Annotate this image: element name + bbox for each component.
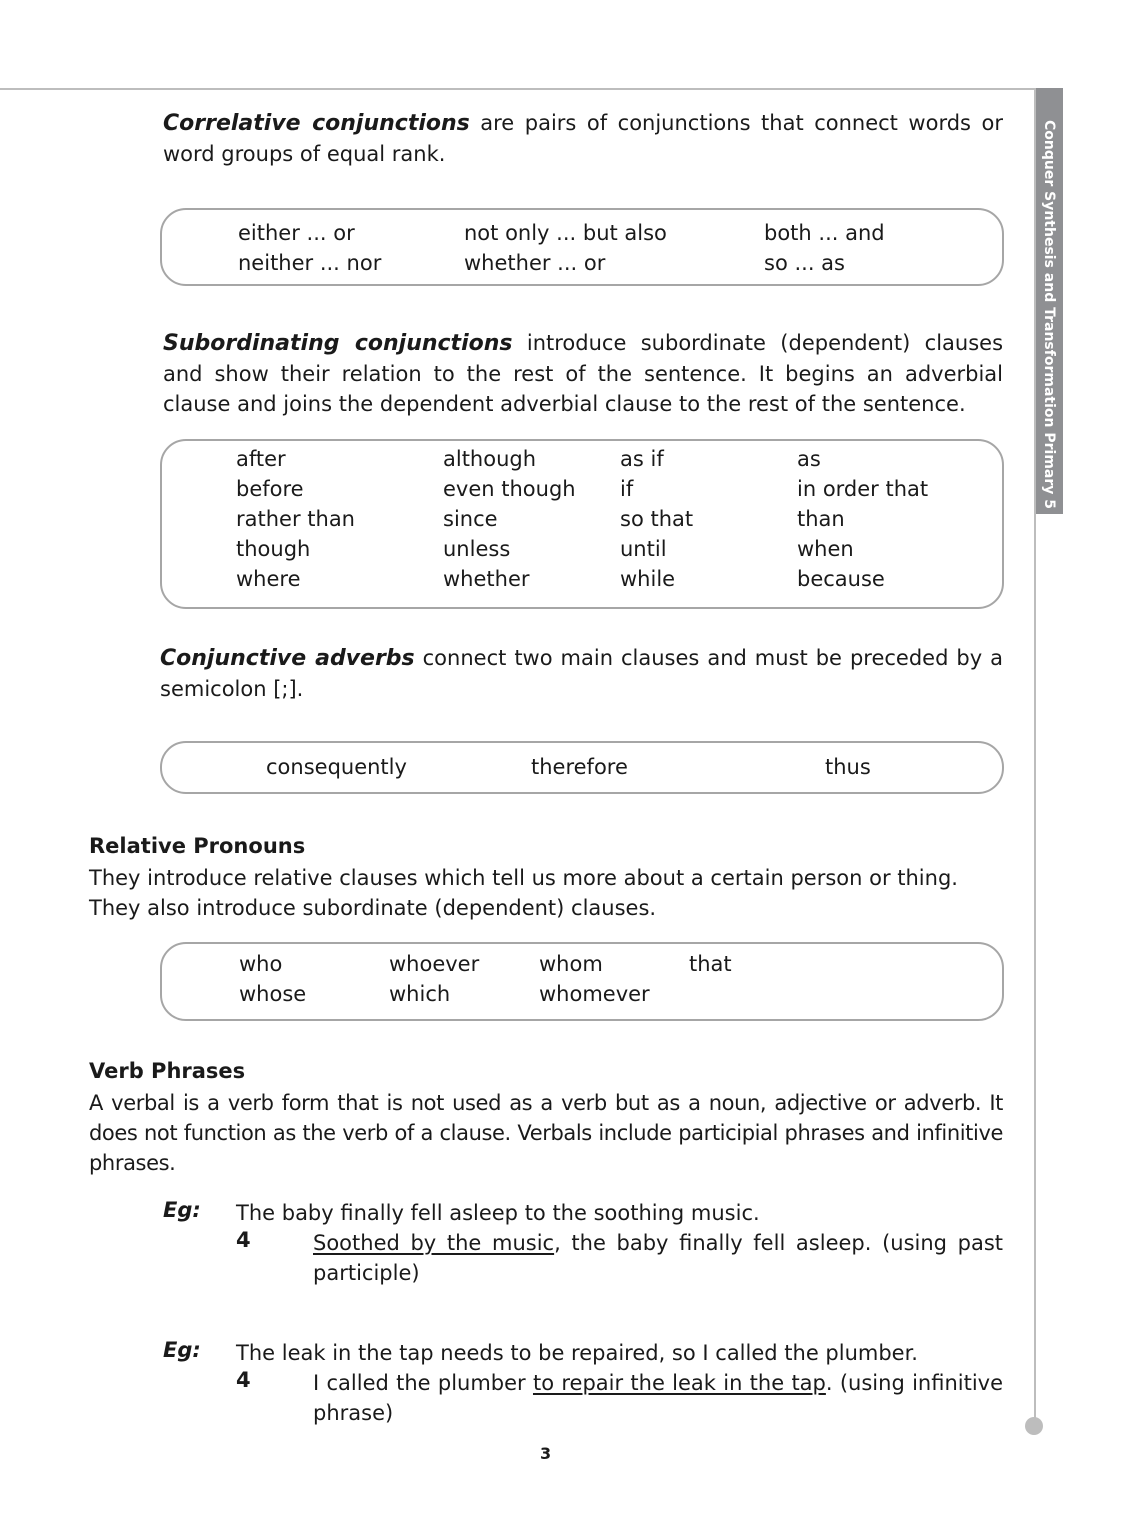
relative-word: who (239, 952, 283, 976)
top-rule (0, 88, 1036, 90)
subordinating-word: where (236, 567, 301, 591)
conjunctive-box (160, 741, 1004, 794)
example-sentence: The leak in the tap needs to be repaired, so I called the plumber. (236, 1341, 918, 1365)
relative-word: which (389, 982, 451, 1006)
answer-rest: , the baby finally fell asleep. (using past participle) (313, 1231, 1004, 1285)
subordinating-word: before (236, 477, 304, 501)
conjunctive-word: consequently (266, 755, 407, 779)
subordinating-word: whether (443, 567, 530, 591)
subordinating-word: as (797, 447, 821, 471)
relative-line-2: They also introduce subordinate (dependent) clauses. (89, 896, 657, 920)
relative-word: that (689, 952, 732, 976)
conjunctive-paragraph (160, 643, 1003, 704)
relative-heading: Relative Pronouns (89, 834, 306, 858)
page-number: 3 (540, 1444, 552, 1463)
subordinating-word: so that (620, 507, 694, 531)
relative-word: whom (539, 952, 603, 976)
relative-word: whose (239, 982, 307, 1006)
correlative-word: neither ... nor (238, 251, 382, 275)
subordinating-word: since (443, 507, 498, 531)
correlative-word: not only ... but also (464, 221, 667, 245)
side-dot (1025, 1417, 1043, 1435)
subordinating-box (160, 439, 1004, 609)
relative-word: whoever (389, 952, 480, 976)
correlative-term: Correlative conjunctions (163, 111, 470, 136)
correlative-word: either ... or (238, 221, 355, 245)
subordinating-word: because (797, 567, 885, 591)
subordinating-word: as if (620, 447, 664, 471)
correlative-text: are pairs of conjunctions that connect words or word groups of equal rank. (163, 111, 1003, 166)
answer-start: I called the plumber (313, 1371, 533, 1395)
correlative-word: whether ... or (464, 251, 606, 275)
relative-box (160, 942, 1004, 1021)
conjunctive-text: connect two main clauses and must be preceded by a semicolon [;]. (160, 646, 1003, 701)
side-tab-label: Conquer Synthesis and Transformation Primary 5 (1041, 120, 1057, 510)
subordinating-word: until (620, 537, 667, 561)
subordinating-word: though (236, 537, 311, 561)
verb-heading: Verb Phrases (89, 1059, 246, 1083)
subordinating-paragraph (163, 328, 1003, 419)
example-answer (313, 1368, 1003, 1428)
relative-line-1: They introduce relative clauses which tell us more about a certain person or thing. (89, 866, 958, 890)
verb-paragraph: A verbal is a verb form that is not used as a verb but as a noun, adjective or adverb. It does not function as the verb of a clause. Verbals include participial phrases and infinitive phrases. (89, 1091, 1003, 1175)
subordinating-word: in order that (797, 477, 929, 501)
underlined-phrase: to repair the leak in the tap (532, 1371, 826, 1395)
correlative-paragraph (163, 108, 1003, 169)
subordinating-term: Subordinating conjunctions (163, 331, 513, 356)
example-number: 4 (236, 1228, 251, 1252)
correlative-word: both ... and (764, 221, 885, 245)
subordinating-word: after (236, 447, 286, 471)
subordinating-text: introduce subordinate (dependent) clauses and show their relation to the rest of the sentence. It begins an adverbial clause and joins the dependent adverbial clause to the rest of the sentence. (163, 331, 1004, 416)
underlined-phrase: Soothed by the music (313, 1231, 555, 1255)
conjunctive-word: therefore (531, 755, 628, 779)
subordinating-word: than (797, 507, 845, 531)
example-label: Eg: (163, 1198, 201, 1222)
example-sentence: The baby finally fell asleep to the soothing music. (236, 1201, 760, 1225)
correlative-box (160, 208, 1004, 286)
subordinating-word: unless (443, 537, 511, 561)
example-number: 4 (236, 1368, 251, 1392)
subordinating-word: if (620, 477, 634, 501)
subordinating-word: while (620, 567, 676, 591)
conjunctive-term: Conjunctive adverbs (160, 646, 415, 671)
subordinating-word: although (443, 447, 537, 471)
subordinating-word: when (797, 537, 854, 561)
example-answer (313, 1228, 1003, 1288)
correlative-word: so ... as (764, 251, 845, 275)
answer-rest: . (using infinitive phrase) (313, 1371, 1004, 1425)
subordinating-word: even though (443, 477, 576, 501)
subordinating-word: rather than (236, 507, 355, 531)
relative-word: whomever (539, 982, 650, 1006)
example-label: Eg: (163, 1338, 201, 1362)
conjunctive-word: thus (825, 755, 871, 779)
